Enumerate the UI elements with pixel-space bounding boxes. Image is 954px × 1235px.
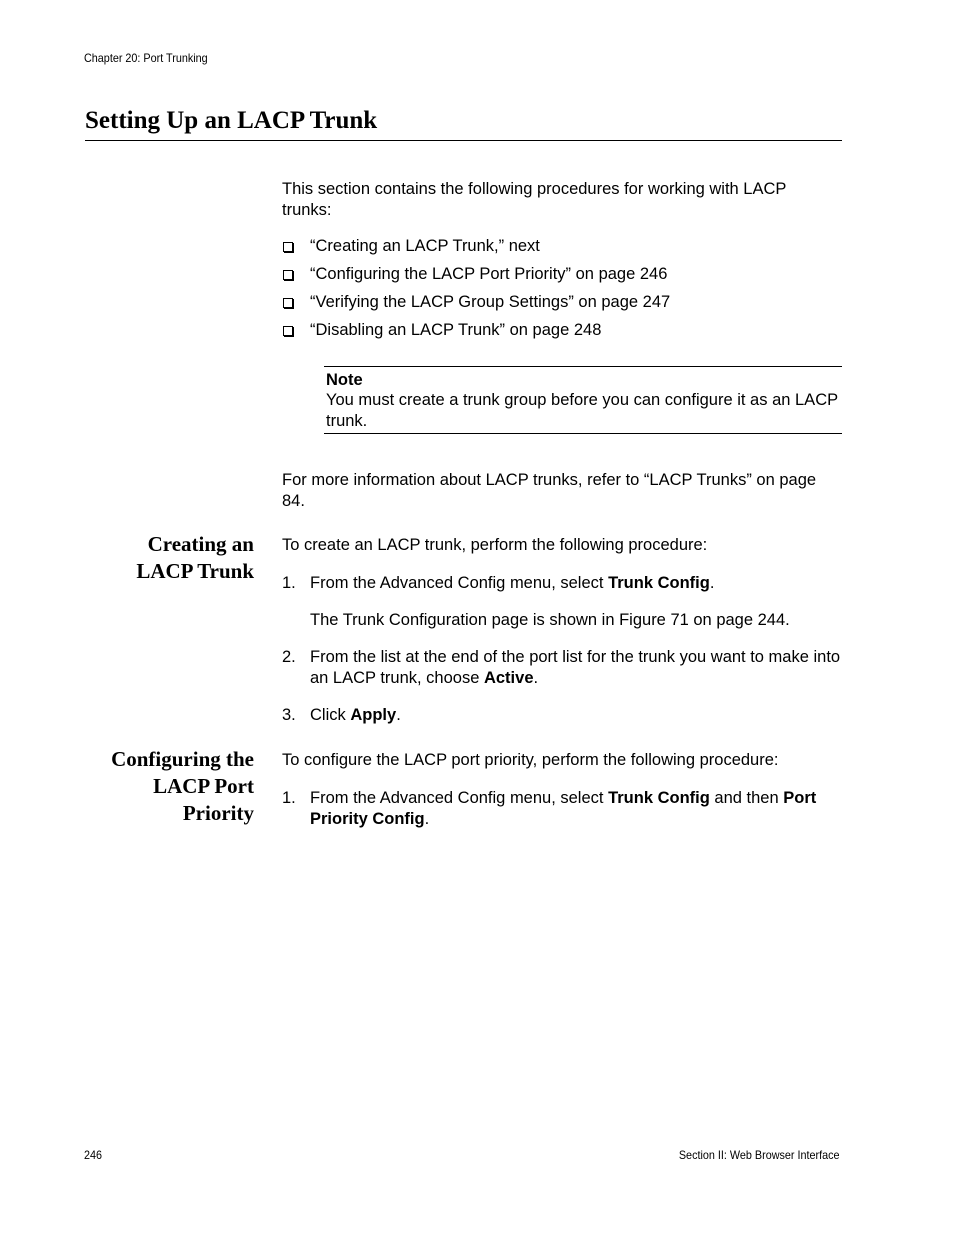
list-item (282, 292, 842, 320)
heading-line: LACP Trunk (136, 559, 254, 583)
step-text (310, 705, 842, 726)
step-number: 3. (282, 706, 296, 724)
creating-step-2 (282, 647, 842, 689)
step-text (310, 647, 842, 689)
list-item-text: “Disabling an LACP Trunk” on page 248 (310, 321, 602, 339)
running-footer: Section II: Web Browser Interface (679, 1148, 840, 1162)
option-reference: Active (483, 669, 534, 687)
page-number: 246 (84, 1148, 103, 1162)
title-rule (85, 140, 842, 141)
note-body: You must create a trunk group before you can configure it as an LACP trunk. (326, 391, 838, 430)
step-text-part: and then (709, 789, 784, 807)
list-item (282, 264, 842, 292)
creating-step-1-detail (282, 610, 842, 631)
list-item (282, 320, 842, 348)
creating-section-heading (54, 531, 254, 585)
menu-item-reference: Trunk Config (608, 789, 710, 807)
checkbox-bullet-icon (283, 298, 293, 308)
procedure-list (282, 236, 842, 348)
step-number: 2. (282, 648, 296, 666)
step-text-part: From the Advanced Config menu, select (310, 789, 609, 807)
configuring-step-1 (282, 788, 842, 830)
step-text-part: . (424, 810, 430, 828)
list-item-text: “Configuring the LACP Port Priority” on page 246 (310, 265, 668, 283)
step-text-part: Click (310, 706, 351, 724)
more-info-paragraph: For more information about LACP trunks, refer to “LACP Trunks” on page 84. (282, 471, 817, 510)
heading-line: Configuring the (111, 747, 254, 771)
button-reference: Apply (350, 706, 397, 724)
list-item (282, 236, 842, 264)
running-header: Chapter 20: Port Trunking (84, 51, 208, 65)
step-number: 1. (282, 574, 296, 592)
heading-line: Creating an (147, 532, 254, 556)
step-text-part: . (396, 706, 401, 724)
list-item-text: “Verifying the LACP Group Settings” on page 247 (310, 293, 671, 311)
note-box (324, 366, 842, 434)
creating-step-3 (282, 705, 842, 726)
configuring-section-heading (54, 746, 254, 827)
step-text (310, 788, 842, 830)
step-text-part: From the list at the end of the port list for the trunk you want to make into an LACP trunk, choose (310, 648, 841, 687)
configuring-intro: To configure the LACP port priority, perform the following procedure: (282, 751, 779, 769)
note-title: Note (326, 371, 363, 389)
creating-intro: To create an LACP trunk, perform the following procedure: (282, 536, 708, 554)
step-number: 1. (282, 789, 296, 807)
step-text (310, 573, 842, 594)
step-text-part: . (533, 669, 539, 687)
list-item-text: “Creating an LACP Trunk,” next (310, 237, 540, 255)
step-text-part: From the Advanced Config menu, select (310, 574, 609, 592)
step-text-part: . (709, 574, 715, 592)
page-title: Setting Up an LACP Trunk (85, 107, 378, 134)
menu-item-reference: Port Priority Config (310, 789, 817, 828)
checkbox-bullet-icon (283, 270, 293, 280)
creating-step-1 (282, 573, 842, 594)
checkbox-bullet-icon (283, 242, 293, 252)
step-detail-text: The Trunk Configuration page is shown in Figure 71 on page 244. (310, 611, 790, 629)
checkbox-bullet-icon (283, 326, 293, 336)
heading-line: Priority (182, 801, 254, 825)
intro-paragraph: This section contains the following procedures for working with LACP trunks: (282, 180, 787, 219)
heading-line: LACP Port (153, 774, 254, 798)
menu-item-reference: Trunk Config (608, 574, 710, 592)
